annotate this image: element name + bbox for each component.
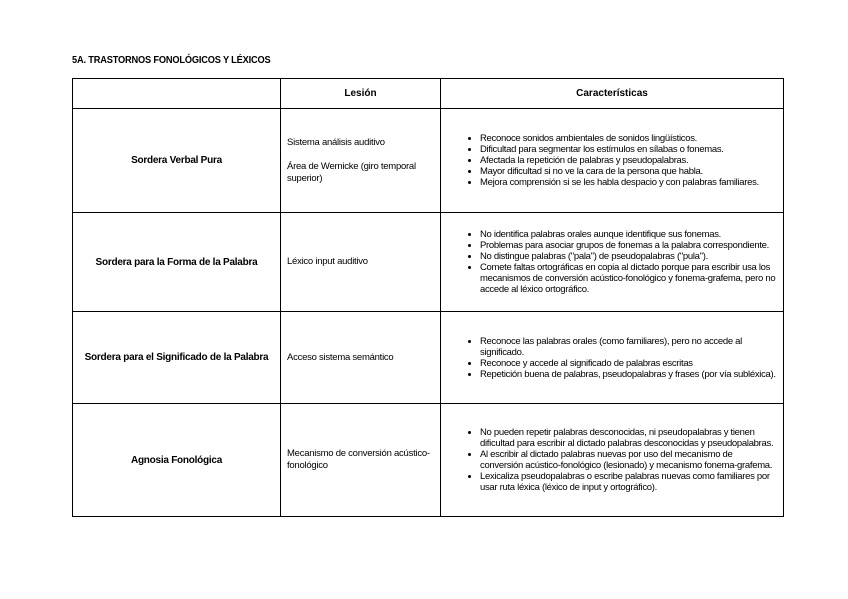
header-lesion: Lesión <box>281 79 441 109</box>
list-item: • No identifica palabras orales aunque identifique sus fonemas. <box>480 229 777 240</box>
document-title: 5A. TRASTORNOS FONOLÓGICOS Y LÉXICOS <box>72 54 271 66</box>
characteristics-list <box>441 133 777 188</box>
header-disorder <box>73 79 281 109</box>
list-item: • No pueden repetir palabras desconocidas, ni pseudopalabras y tienen dificultad para escribir al dictado palabras desconocidas y pseudopalabras. <box>480 427 777 449</box>
lesion-cell <box>281 312 441 404</box>
characteristics-cell <box>441 109 784 213</box>
lesion-cell <box>281 109 441 213</box>
disorder-name: Sordera para el Significado de la Palabra <box>73 312 281 404</box>
lesion-text: Mecanismo de conversión acústico-fonológico <box>287 448 430 471</box>
characteristics-cell <box>441 213 784 312</box>
list-item: • Reconoce las palabras orales (como familiares), pero no accede al significado. <box>480 336 777 358</box>
disorder-name: Sordera Verbal Pura <box>73 109 281 213</box>
list-item: • No distingue palabras ("pala") de pseudopalabras ("pula"). <box>480 251 777 262</box>
lesion-cell <box>281 404 441 517</box>
list-item: • Reconoce sonidos ambientales de sonidos lingüísticos. <box>480 133 777 144</box>
characteristics-list <box>441 336 777 380</box>
lesion-text: Acceso sistema semántico <box>287 351 394 363</box>
list-item: • Afectada la repetición de palabras y pseudopalabras. <box>480 155 777 166</box>
list-item: • Mayor dificultad si no ve la cara de la persona que habla. <box>480 166 777 177</box>
lesion-text: Área de Wernicke (giro temporal superior) <box>287 160 416 184</box>
lesion-text: Sistema análisis auditivo <box>287 136 385 148</box>
list-item: • Lexicaliza pseudopalabras o escribe palabras nuevas como familiares por usar ruta léxica (léxico de input y ortográfico). <box>480 471 777 493</box>
characteristics-cell <box>441 312 784 404</box>
list-item: • Dificultad para segmentar los estímulos en sílabas o fonemas. <box>480 144 777 155</box>
table-header-row <box>73 79 784 109</box>
characteristics-list <box>441 229 777 295</box>
table-row <box>73 312 784 404</box>
table-row <box>73 213 784 312</box>
list-item: • Comete faltas ortográficas en copia al dictado porque para escribir usa los mecanismos de conversión acústico-fonológico y fonema-grafema, pero no accede al léxico ortográfico. <box>480 262 777 295</box>
list-item: • Repetición buena de palabras, pseudopalabras y frases (por vía subléxica). <box>480 369 777 380</box>
disorder-name: Sordera para la Forma de la Palabra <box>73 213 281 312</box>
lesion-text: Léxico input auditivo <box>287 256 368 267</box>
list-item: • Reconoce y accede al significado de palabras escritas <box>480 358 777 369</box>
characteristics-list <box>441 427 777 493</box>
list-item: • Problemas para asociar grupos de fonemas a la palabra correspondiente. <box>480 240 777 251</box>
list-item: • Al escribir al dictado palabras nuevas por uso del mecanismo de conversión acústico-fonológico (lesionado) y mecanismo fonema-grafema. <box>480 449 777 471</box>
header-caracteristicas: Características <box>441 79 784 109</box>
disorders-table <box>72 78 784 517</box>
lesion-cell <box>281 213 441 312</box>
characteristics-cell <box>441 404 784 517</box>
disorder-name: Agnosia Fonológica <box>73 404 281 517</box>
list-item: • Mejora comprensión si se les habla despacio y con palabras familiares. <box>480 177 777 188</box>
table-row <box>73 404 784 517</box>
table-row <box>73 109 784 213</box>
